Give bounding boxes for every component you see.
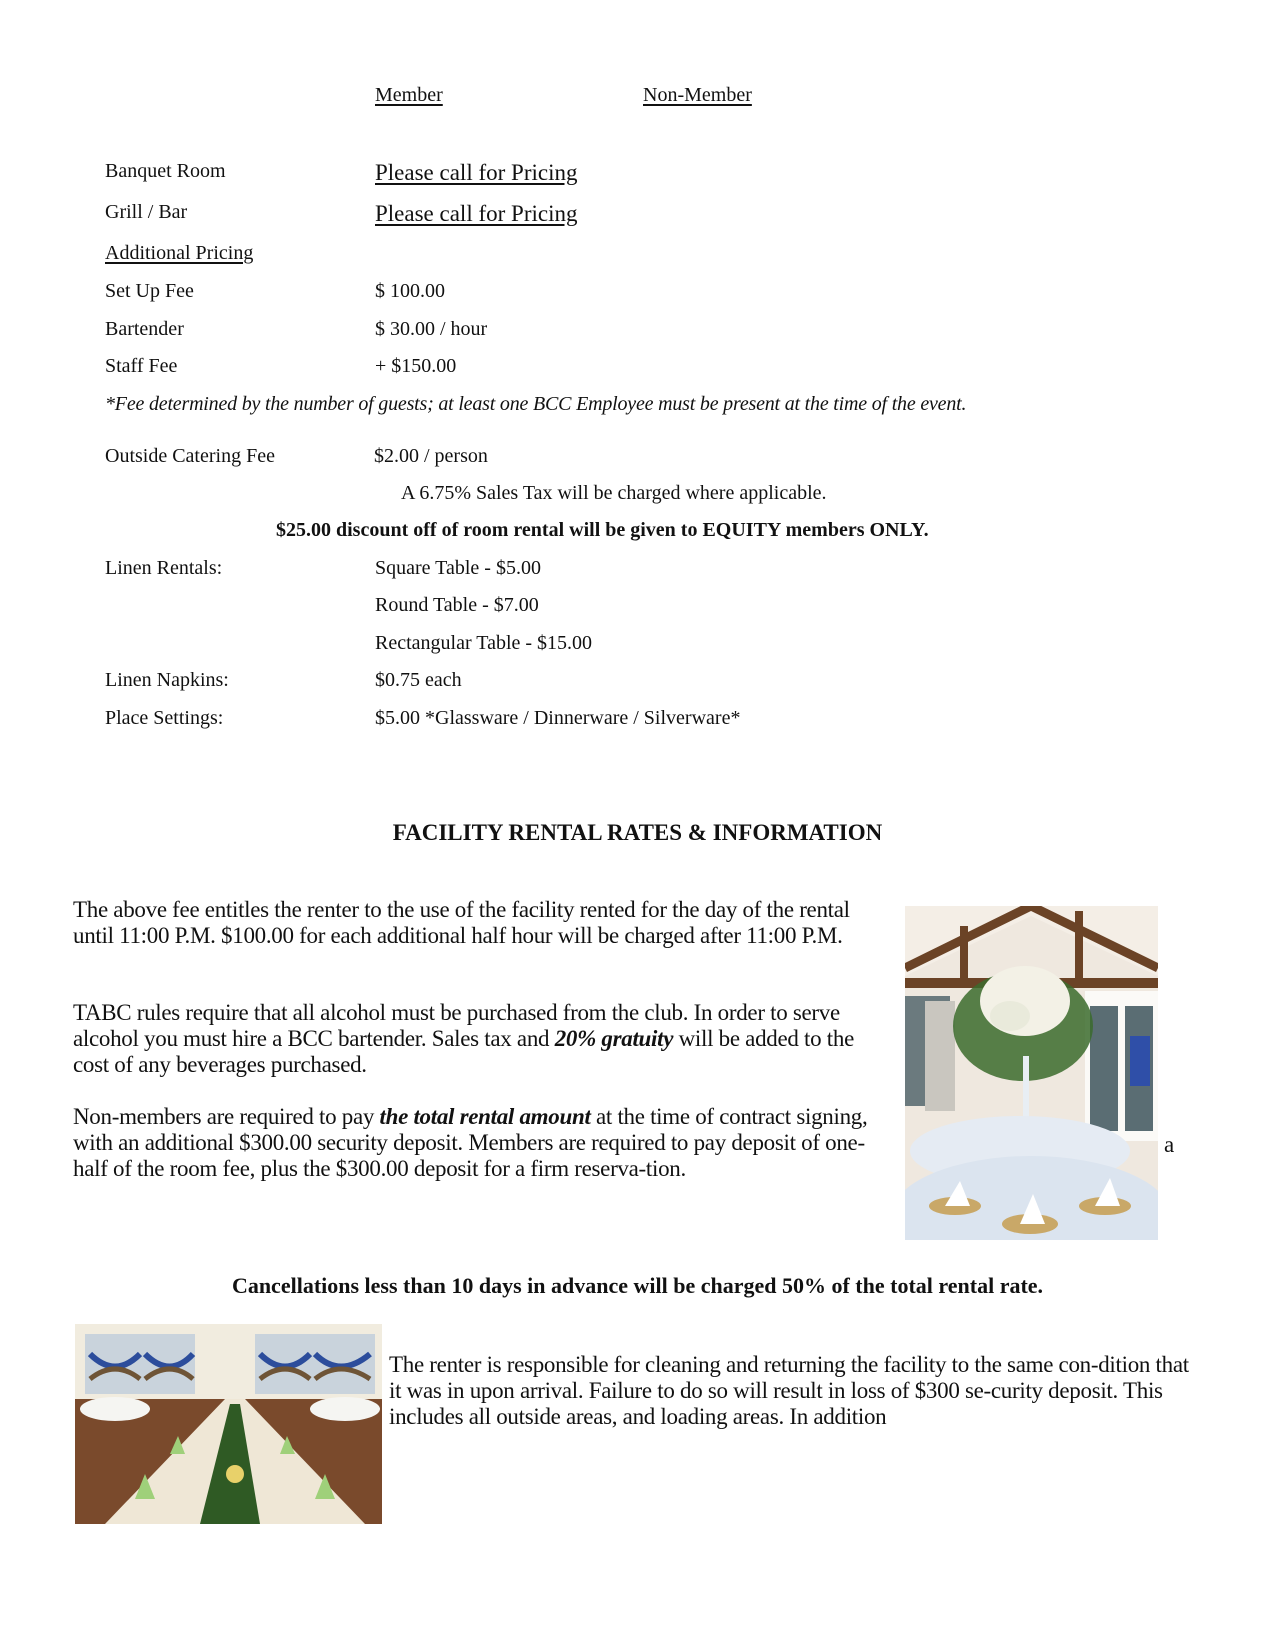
- facility-heading: FACILITY RENTAL RATES & INFORMATION: [392, 820, 883, 845]
- equity-discount-note: $25.00 discount off of room rental will be given to EQUITY members ONLY.: [276, 519, 929, 541]
- long-table-photo-illustration: [75, 1324, 382, 1524]
- linen-rentals-label: Linen Rentals:: [105, 557, 223, 579]
- bartender-value: $ 30.00 / hour: [375, 318, 488, 340]
- gratuity-emphasis: 20% gratuity: [554, 1026, 674, 1051]
- catering-fee-label: Outside Catering Fee: [105, 445, 275, 467]
- member-column-header: Member: [375, 84, 443, 106]
- catering-fee-value: $2.00 / person: [374, 445, 488, 467]
- linen-square-table: Square Table - $5.00: [375, 557, 541, 579]
- stray-character: a: [1164, 1132, 1175, 1157]
- linen-rectangular-table: Rectangular Table - $15.00: [375, 632, 593, 654]
- deposit-policy-paragraph: [73, 1104, 893, 1182]
- staff-fee-label: Staff Fee: [105, 355, 178, 377]
- non-member-column-header: Non-Member: [643, 84, 752, 106]
- additional-pricing-heading: Additional Pricing: [105, 242, 254, 264]
- total-rental-emphasis: the total rental amount: [379, 1104, 591, 1129]
- staff-fee-value: + $150.00: [375, 355, 457, 377]
- grill-bar-label: Grill / Bar: [105, 201, 188, 223]
- rental-hours-paragraph: The above fee entitles the renter to the use of the facility rented for the day of the rental until 11:00 P.M. $100.00 for each additional half hour will be charged after 11:00 P.M.: [73, 897, 850, 948]
- place-settings-label: Place Settings:: [105, 707, 224, 729]
- grill-bar-price: Please call for Pricing: [375, 201, 578, 226]
- alcohol-policy-paragraph: [73, 1000, 893, 1078]
- linen-napkins-label: Linen Napkins:: [105, 669, 229, 691]
- cleaning-policy-paragraph: The renter is responsible for cleaning and returning the facility to the same con-dition that it was in upon arrival. Failure to do so will result in loss of $300 se-curity deposit. This includes all outside areas, and loading areas. In addition: [389, 1352, 1189, 1429]
- setup-fee-value: $ 100.00: [375, 280, 445, 302]
- linen-napkins-value: $0.75 each: [375, 669, 462, 691]
- place-settings-value: $5.00 *Glassware / Dinnerware / Silverware*: [375, 707, 741, 729]
- banquet-room-label: Banquet Room: [105, 160, 226, 182]
- centerpiece-photo-illustration: [905, 906, 1158, 1240]
- linen-round-table: Round Table - $7.00: [375, 594, 539, 616]
- setup-fee-label: Set Up Fee: [105, 280, 194, 302]
- deposit-policy-text: Non-members are required to pay: [73, 1104, 380, 1129]
- sales-tax-note: A 6.75% Sales Tax will be charged where applicable.: [401, 482, 827, 504]
- long-banquet-table-photo: [75, 1324, 382, 1524]
- banquet-room-price: Please call for Pricing: [375, 160, 578, 185]
- alcohol-policy-text-end: will be added to the cost of any beverages purchased.: [73, 1026, 854, 1077]
- staff-fee-note: *Fee determined by the number of guests; at least one BCC Employee must be present at the time of the event.: [105, 393, 967, 415]
- bartender-label: Bartender: [105, 318, 184, 340]
- cancellation-policy: Cancellations less than 10 days in advance will be charged 50% of the total rental rate.: [231, 1273, 1044, 1298]
- banquet-table-centerpiece-photo: [905, 906, 1158, 1240]
- alcohol-policy-text: TABC rules require that all alcohol must be purchased from the club. In order to serve alcohol you must hire a BCC bartender. Sales tax and: [73, 1000, 840, 1051]
- deposit-policy-text-end: at the time of contract signing, with an additional $300.00 security deposit. Members are required to pay deposit of one-half of the room fee, plus the $300.00 deposit for a firm reserva-tion.: [73, 1104, 868, 1181]
